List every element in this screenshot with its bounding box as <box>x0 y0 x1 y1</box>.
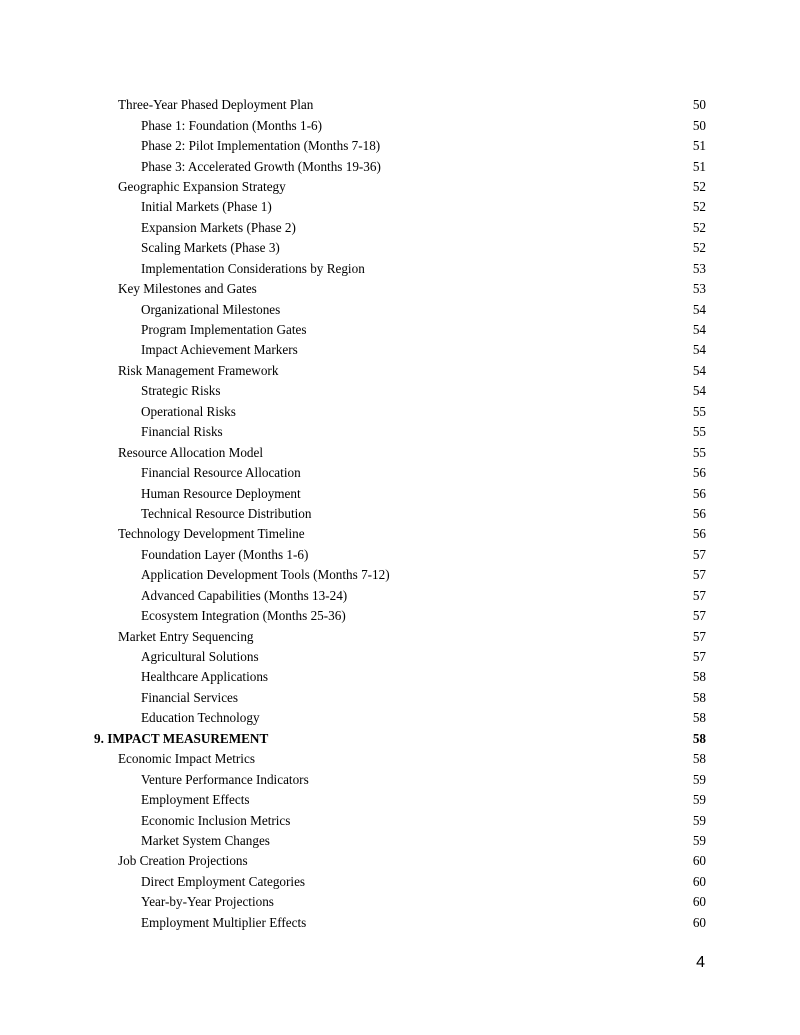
toc-entry[interactable] <box>0 524 800 544</box>
page-number: 4 <box>696 954 705 971</box>
toc-entry[interactable] <box>0 279 800 299</box>
toc-entry-title: Key Milestones and Gates <box>118 281 257 297</box>
toc-subentry[interactable] <box>0 218 800 238</box>
toc-page-number: 54 <box>692 342 706 358</box>
toc-entry-title: Economic Impact Metrics <box>118 751 255 767</box>
toc-entry-title: Direct Employment Categories <box>141 873 306 889</box>
toc-page-number: 57 <box>692 628 706 644</box>
toc-entry-title: Strategic Risks <box>141 383 221 399</box>
toc-page-number: 56 <box>692 505 706 521</box>
toc-entry-title: Job Creation Projections <box>118 853 248 869</box>
toc-subentry[interactable] <box>0 769 800 789</box>
toc-entry-title: Employment Effects <box>141 792 250 808</box>
toc-subentry[interactable] <box>0 810 800 830</box>
toc-subentry[interactable] <box>0 320 800 340</box>
toc-page-number: 59 <box>692 792 706 808</box>
toc-page-number: 57 <box>692 649 706 665</box>
toc-page-number: 52 <box>692 240 706 256</box>
toc-entry-title: Healthcare Applications <box>141 669 269 685</box>
toc-page-number: 52 <box>692 178 706 194</box>
toc-page-number: 59 <box>692 771 706 787</box>
toc-subentry[interactable] <box>0 565 800 585</box>
toc-entry-title: Advanced Capabilities (Months 13-24) <box>141 587 348 603</box>
toc-page-number: 58 <box>692 669 706 685</box>
toc-subentry[interactable] <box>0 463 800 483</box>
toc-entry-title: Geographic Expansion Strategy <box>118 178 286 194</box>
toc-subentry[interactable] <box>0 872 800 892</box>
toc-page-number: 55 <box>692 424 706 440</box>
toc-page-number: 60 <box>692 894 706 910</box>
toc-entry-title: Organizational Milestones <box>141 301 281 317</box>
toc-subentry[interactable] <box>0 892 800 912</box>
toc-page-number: 51 <box>692 138 706 154</box>
toc-subentry[interactable] <box>0 340 800 360</box>
toc-page-number: 56 <box>692 465 706 481</box>
toc-subentry[interactable] <box>0 422 800 442</box>
toc-entry-title: Operational Risks <box>141 403 236 419</box>
toc-entry[interactable] <box>0 626 800 646</box>
toc-subentry[interactable] <box>0 299 800 319</box>
toc-page-number: 50 <box>692 117 706 133</box>
toc-page-number: 54 <box>692 301 706 317</box>
toc-entry-title: Initial Markets (Phase 1) <box>141 199 272 215</box>
toc-section-heading[interactable] <box>0 729 800 749</box>
toc-page-number: 60 <box>692 853 706 869</box>
toc-entry-title: Three-Year Phased Deployment Plan <box>118 97 314 113</box>
toc-page-number: 60 <box>692 914 706 930</box>
toc-page-number: 54 <box>692 322 706 338</box>
toc-subentry[interactable] <box>0 606 800 626</box>
toc-entry-title: Employment Multiplier Effects <box>141 914 307 930</box>
toc-subentry[interactable] <box>0 790 800 810</box>
toc-entry-title: Expansion Markets (Phase 2) <box>141 219 296 235</box>
toc-subentry[interactable] <box>0 586 800 606</box>
toc-subentry[interactable] <box>0 831 800 851</box>
toc-entry-title: Market Entry Sequencing <box>118 628 254 644</box>
toc-subentry[interactable] <box>0 381 800 401</box>
toc-entry-title: Financial Risks <box>141 424 223 440</box>
toc-entry[interactable] <box>0 442 800 462</box>
toc-page-number: 55 <box>692 444 706 460</box>
toc-subentry[interactable] <box>0 197 800 217</box>
toc-entry-title: Phase 1: Foundation (Months 1-6) <box>141 117 322 133</box>
toc-entry-title: Scaling Markets (Phase 3) <box>141 240 280 256</box>
toc-entry-title: Economic Inclusion Metrics <box>141 812 291 828</box>
toc-page-number: 53 <box>692 281 706 297</box>
toc-page-number: 57 <box>692 587 706 603</box>
toc-entry-title: Implementation Considerations by Region <box>141 260 365 276</box>
toc-subentry[interactable] <box>0 688 800 708</box>
toc-page-number: 60 <box>692 873 706 889</box>
toc-entry-title: Market System Changes <box>141 832 270 848</box>
toc-subentry[interactable] <box>0 156 800 176</box>
toc-page-number: 55 <box>692 403 706 419</box>
toc-page-number: 59 <box>692 812 706 828</box>
toc-page-number: 58 <box>692 751 706 767</box>
toc-page-number: 50 <box>692 97 706 113</box>
toc-page-number: 52 <box>692 199 706 215</box>
toc-page-number: 58 <box>692 730 706 746</box>
toc-page-number: 51 <box>692 158 706 174</box>
toc-entry-title: Resource Allocation Model <box>118 444 264 460</box>
toc-subentry[interactable] <box>0 647 800 667</box>
toc-entry-title: Year-by-Year Projections <box>141 894 274 910</box>
toc-entry-title: Impact Achievement Markers <box>141 342 298 358</box>
toc-entry-title: Human Resource Deployment <box>141 485 301 501</box>
toc-entry-title: 9. IMPACT MEASUREMENT <box>94 730 269 746</box>
toc-page-number: 57 <box>692 608 706 624</box>
toc-subentry[interactable] <box>0 708 800 728</box>
toc-entry[interactable] <box>0 177 800 197</box>
toc-entry-title: Financial Services <box>141 689 239 705</box>
toc-page-number: 56 <box>692 526 706 542</box>
toc-subentry[interactable] <box>0 259 800 279</box>
toc-page-number: 54 <box>692 383 706 399</box>
toc-entry[interactable] <box>0 361 800 381</box>
toc-page-number: 52 <box>692 219 706 235</box>
toc-subentry[interactable] <box>0 545 800 565</box>
table-of-contents <box>0 95 800 933</box>
toc-entry-title: Foundation Layer (Months 1-6) <box>141 546 309 562</box>
toc-page-number: 54 <box>692 362 706 378</box>
toc-entry-title: Ecosystem Integration (Months 25-36) <box>141 608 346 624</box>
toc-entry-title: Agricultural Solutions <box>141 649 259 665</box>
toc-subentry[interactable] <box>0 238 800 258</box>
toc-subentry[interactable] <box>0 913 800 933</box>
toc-page-number: 58 <box>692 710 706 726</box>
toc-subentry[interactable] <box>0 402 800 422</box>
toc-subentry[interactable] <box>0 136 800 156</box>
toc-page-number: 57 <box>692 546 706 562</box>
toc-entry-title: Application Development Tools (Months 7-12) <box>141 567 390 583</box>
toc-entry-title: Education Technology <box>141 710 260 726</box>
toc-subentry[interactable] <box>0 115 800 135</box>
toc-entry-title: Technical Resource Distribution <box>141 505 312 521</box>
toc-entry-title: Program Implementation Gates <box>141 322 307 338</box>
toc-subentry[interactable] <box>0 504 800 524</box>
toc-entry-title: Financial Resource Allocation <box>141 465 301 481</box>
toc-entry-title: Risk Management Framework <box>118 362 279 378</box>
toc-entry[interactable] <box>0 851 800 871</box>
toc-page-number: 58 <box>692 689 706 705</box>
toc-entry-title: Venture Performance Indicators <box>141 771 309 787</box>
toc-subentry[interactable] <box>0 667 800 687</box>
toc-entry-title: Phase 3: Accelerated Growth (Months 19-36) <box>141 158 381 174</box>
toc-entry-title: Technology Development Timeline <box>118 526 305 542</box>
toc-subentry[interactable] <box>0 483 800 503</box>
toc-entry[interactable] <box>0 749 800 769</box>
toc-entry[interactable] <box>0 95 800 115</box>
toc-page-number: 57 <box>692 567 706 583</box>
toc-page-number: 59 <box>692 832 706 848</box>
toc-page-number: 56 <box>692 485 706 501</box>
toc-page-number: 53 <box>692 260 706 276</box>
toc-entry-title: Phase 2: Pilot Implementation (Months 7-18) <box>141 138 381 154</box>
